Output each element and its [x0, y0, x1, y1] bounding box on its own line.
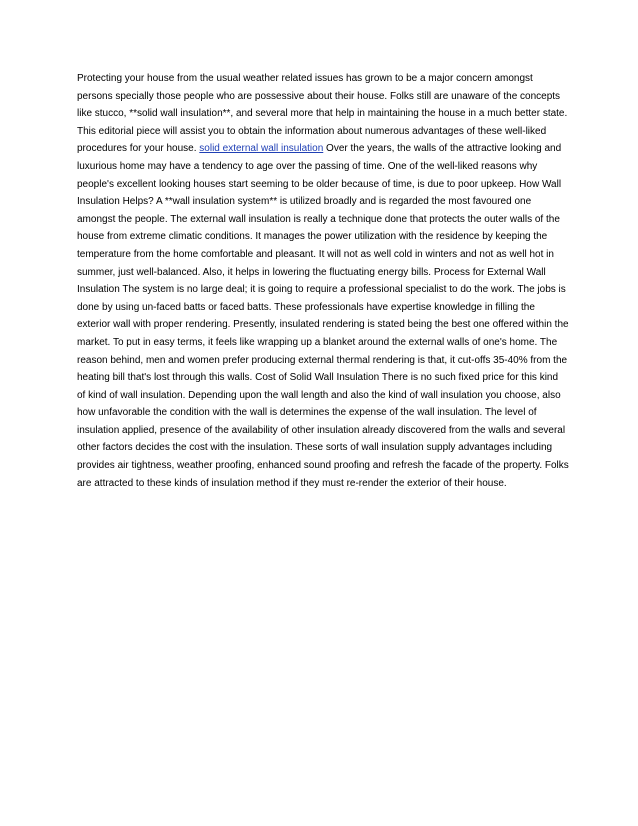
paragraph-text-after-link: Over the years, the walls of the attractive looking and luxurious home may have a tendency to age over the passing of time. One of the well-liked reasons why people's excellent looking houses start seeming to be older because of time, is due to poor upkeep. How Wall Insulation Helps? A **wall insulation system** is utilized broadly and is regarded the most favoured one amongst the people. The external wall insulation is really a technique done that protects the outer walls of the house from extreme climatic conditions. It manages the power utilization with the residence by keeping the temperature from the home comfortable and pleasant. It will not as well cold in winters and not as well hot in summer, just well-balanced. Also, it helps in lowering the fluctuating energy bills. Process for External Wall Insulation The system is no large deal; it is going to require a professional specialist to do the work. The jobs is done by using un-faced batts or faced batts. These professionals have expertise knowledge in filling the exterior wall with proper rendering. Presently, insulated rendering is stated being the best one offered within the market. To put in easy terms, it feels like wrapping up a blanket around the external walls of one's home. The reason behind, men and women prefer producing external thermal rendering is that, it cut-offs 35-40% from the heating bill that's lost through this walls. Cost of Solid Wall Insulation There is no such fixed price for this kind of kind of wall insulation. Depending upon the wall length and also the kind of wall insulation you choose, also how unfavorable the condition with the wall is determines the expense of the wall insulation. The level of insulation applied, presence of the availability of other insulation already discovered from the walls and several other factors decides the cost with the insulation. These sorts of wall insulation supply advantages including provides air tightness, weather proofing, enhanced sound proofing and refresh the facade of the property. Folks are attracted to these kinds of insulation method if they must re-render the exterior of their house. [77, 143, 569, 489]
paragraph-text-before-link: Protecting your house from the usual weather related issues has grown to be a major concern amongst persons specially those people who are possessive about their house. Folks still are unaware of the concepts like stucco, **solid wall insulation**, and several more that help in maintaining the house in a much better state. This editorial piece will assist you to obtain the information about numerous advantages of these well-liked procedures for your house. [77, 73, 568, 155]
body-paragraph [77, 70, 569, 492]
solid-external-wall-insulation-link[interactable]: solid external wall insulation [199, 143, 324, 155]
